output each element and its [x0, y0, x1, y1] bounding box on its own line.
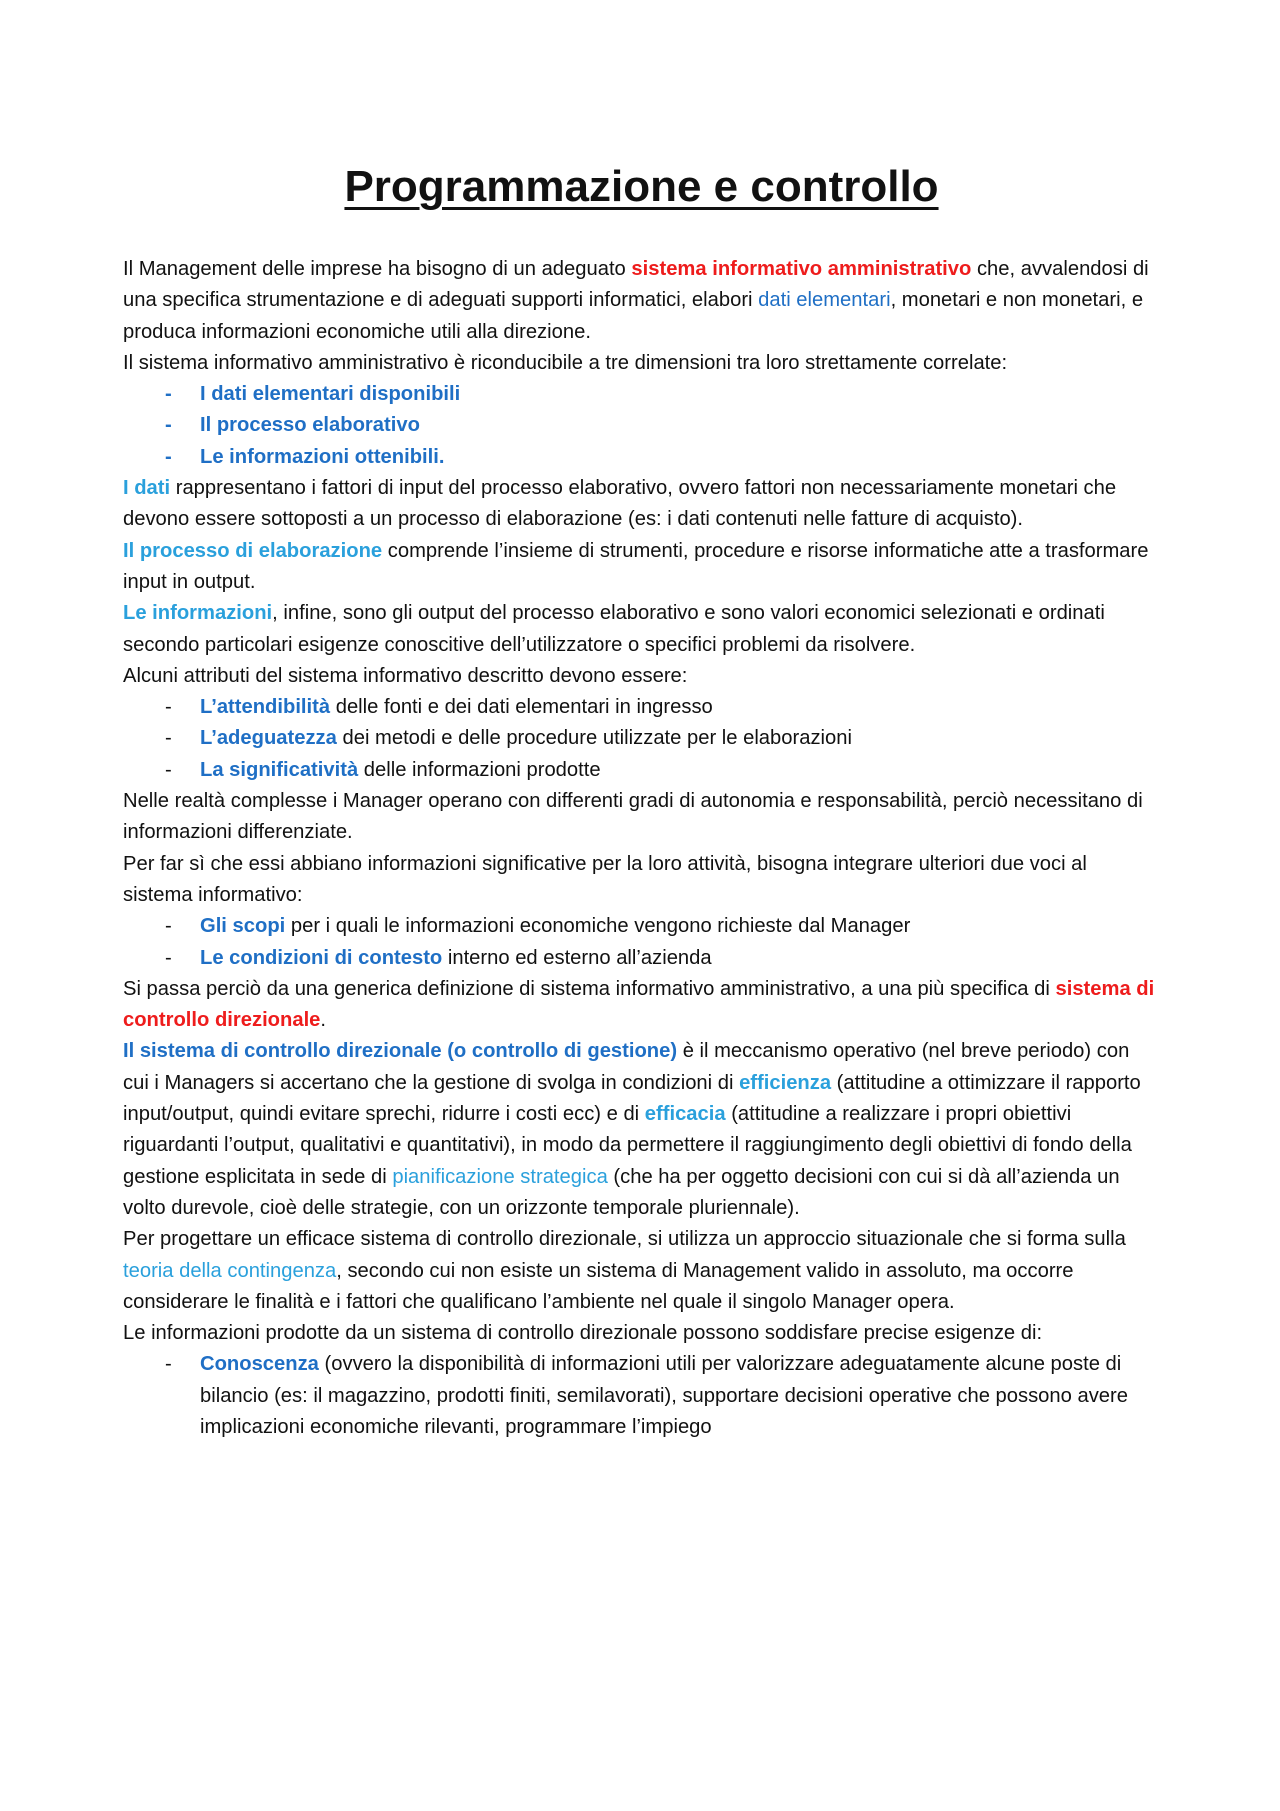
page-title: Programmazione e controllo [344, 162, 939, 211]
paragraph-intro [123, 254, 1160, 348]
paragraph-attributes-intro: Alcuni attributi del sistema informativo descritto devono essere: [123, 664, 688, 687]
dimensions-list [123, 379, 1160, 473]
list-item-text: interno ed esterno all’azienda [442, 946, 712, 969]
list-item: - I dati elementari disponibili [123, 379, 1160, 410]
paragraph-voices-intro: Per far sì che essi abbiano informazioni significative per la loro attività, bisogna integrare ulteriori due voci al sistema informativo: [123, 852, 1087, 906]
keyword-i-dati: I dati [123, 477, 171, 500]
document-body [123, 254, 1160, 1443]
text: (attitudine a ottimizzare il rapporto input/output, quindi evitare sprechi, ridurre i costi ecc) e di [123, 1071, 1141, 1126]
list-item [123, 755, 1160, 786]
keyword-dati-elementari: dati elementari [758, 289, 891, 312]
text: (attitudine a realizzare i propri obiettivi riguardanti l’output, qualitativi e quantitativi), in modo da permettere il raggiungimento degli obiettivi di fondo della gestione esplicitata in sede di [123, 1103, 1132, 1188]
list-item-text: delle fonti e dei dati elementari in ingresso [330, 696, 713, 719]
list-item [123, 723, 1160, 754]
keyword-teoria-contingenza: teoria della contingenza [123, 1259, 337, 1282]
attributes-list [123, 692, 1160, 786]
paragraph-dati [123, 473, 1160, 536]
list-item: - Il processo elaborativo [123, 410, 1160, 441]
keyword-sistema-informativo: sistema informativo amministrativo [631, 258, 972, 280]
paragraph-needs-intro: Le informazioni prodotte da un sistema di controllo direzionale possono soddisfare precise esigenze di: [123, 1322, 1043, 1345]
text: , monetari e non monetari, e produca informazioni economiche utili alla direzione. [123, 289, 1144, 343]
text: (che ha per oggetto decisioni con cui si dà all’azienda un volto durevole, cioè delle strategie, con un orizzonte temporale pluriennale). [123, 1165, 1120, 1219]
keyword-sistema-controllo: Il sistema di controllo direzionale (o controllo di gestione) [123, 1040, 678, 1063]
text: , infine, sono gli output del processo elaborativo e sono valori economici selezionati e ordinati secondo particolari esigenze conoscitive dell’utilizzatore o specifici problemi da risolvere. [123, 602, 1105, 656]
list-item [123, 692, 1160, 723]
list-item-key: Le condizioni di contesto [200, 946, 443, 969]
list-item [123, 943, 1160, 974]
paragraph-realta-complesse: Nelle realtà complesse i Manager operano con differenti gradi di autonomia e responsabilità, perciò necessitano di informazioni differenziate. [123, 790, 1143, 844]
text: Il Management delle imprese ha bisogno di un adeguato [123, 258, 632, 280]
list-item-key: Gli scopi [200, 915, 286, 938]
text: comprende l’insieme di strumenti, procedure e risorse informatiche atte a trasformare input in output. [123, 539, 1149, 593]
voices-list [123, 911, 1160, 974]
keyword-pianificazione: pianificazione strategica [392, 1165, 608, 1188]
text: , secondo cui non esiste un sistema di Management valido in assoluto, ma occorre considerare le finalità e i fattori che qualificano l’ambiente nel quale il singolo Manager opera. [123, 1259, 1074, 1313]
paragraph-informazioni [123, 598, 1160, 661]
list-item [123, 1349, 1160, 1443]
list-item-text: delle informazioni prodotte [358, 758, 601, 781]
list-item [123, 911, 1160, 942]
text: rappresentano i fattori di input del processo elaborativo, ovvero fattori non necessariamente monetari che devono essere sottoposti a un processo di elaborazione (es: i dati contenuti nelle fatture di acquisto). [123, 477, 1117, 531]
list-item-key: L’adeguatezza [200, 727, 337, 750]
list-item-text: per i quali le informazioni economiche vengono richieste dal Manager [285, 915, 911, 938]
needs-list [123, 1349, 1160, 1443]
keyword-controllo-direzionale: sistema di controllo direzionale [123, 977, 1155, 1032]
keyword-processo: Il processo di elaborazione [123, 539, 383, 562]
list-item-key: La significatività [200, 758, 359, 781]
paragraph-transition [123, 974, 1160, 1037]
keyword-efficienza: efficienza [739, 1071, 832, 1094]
text: . [320, 1009, 327, 1032]
list-item-text: dei metodi e delle procedure utilizzate per le elaborazioni [336, 727, 852, 750]
text: Si passa perciò da una generica definizione di sistema informativo amministrativo, a una più specifica di [123, 977, 1056, 1000]
text: Per progettare un efficace sistema di controllo direzionale, si utilizza un approccio situazionale che si forma sulla [123, 1228, 1126, 1251]
list-item-text: (ovvero la disponibilità di informazioni utili per valorizzare adeguatamente alcune poste di bilancio (es: il magazzino, prodotti finiti, semilavorati), supportare decisioni operative che possono avere implicazioni economiche rilevanti, programmare l’impiego [200, 1353, 1128, 1438]
paragraph-processo [123, 536, 1160, 599]
keyword-informazioni: Le informazioni [123, 602, 273, 625]
text: che, avvalendosi di una specifica strumentazione e di adeguati supporti informatici, elabori [123, 258, 1149, 312]
list-item: - Le informazioni ottenibili. [123, 442, 1160, 473]
keyword-efficacia: efficacia [644, 1103, 726, 1126]
list-item-key: L’attendibilità [200, 696, 331, 719]
paragraph-dimensions-intro: Il sistema informativo amministrativo è riconducibile a tre dimensioni tra loro strettamente correlate: [123, 351, 1008, 374]
text: è il meccanismo operativo (nel breve periodo) con cui i Managers si accertano che la gestione di svolga in condizioni di [123, 1040, 1130, 1094]
paragraph-contingenza [123, 1224, 1160, 1318]
paragraph-controllo-direzionale [123, 1036, 1160, 1224]
list-item-key: Conoscenza [200, 1353, 319, 1376]
